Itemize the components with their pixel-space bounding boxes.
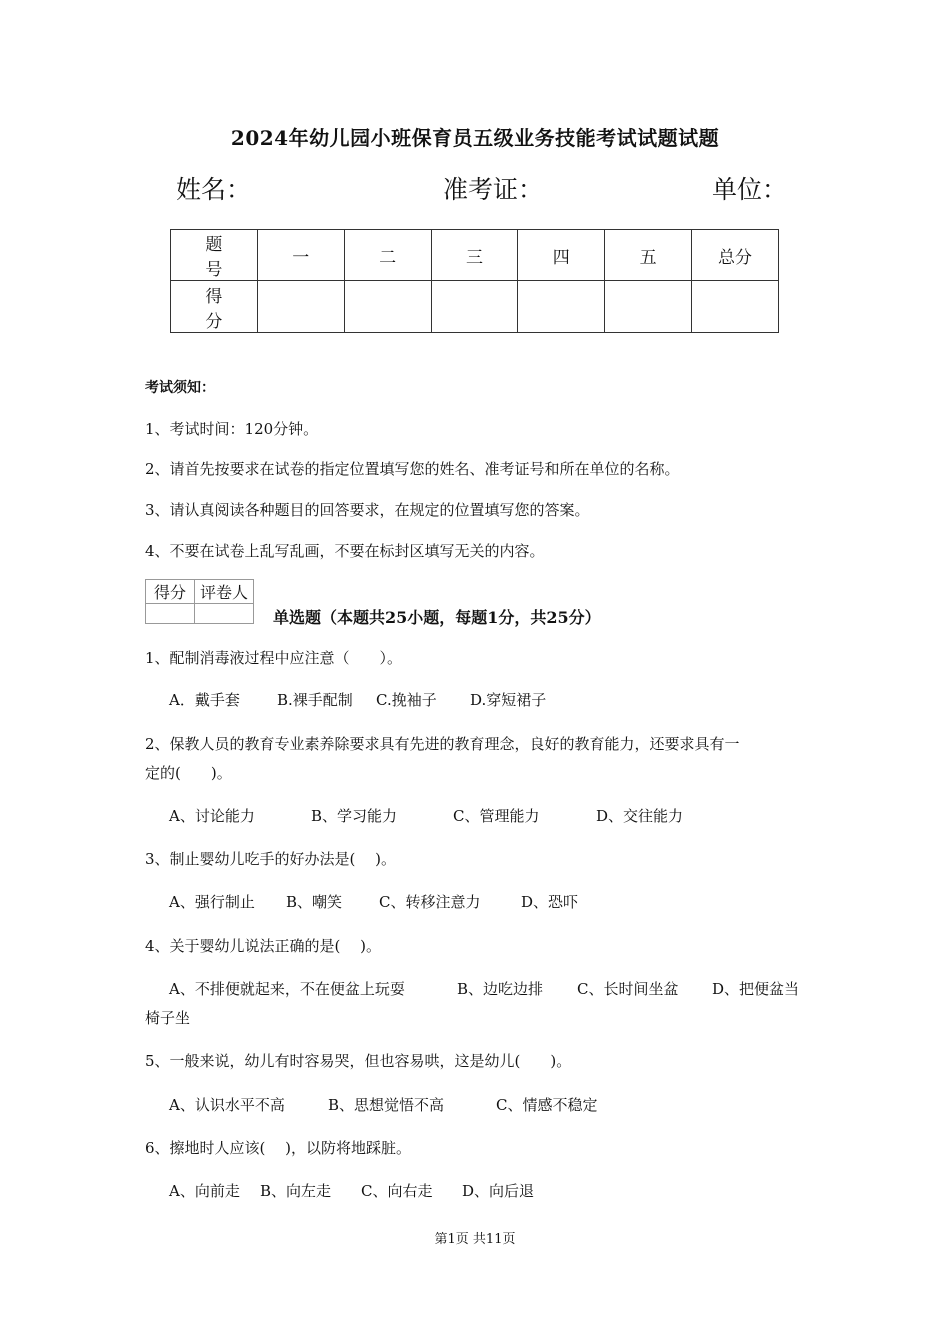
score-col-3: 三 (431, 230, 518, 281)
option: A．戴手套 (169, 691, 240, 709)
score-cell[interactable] (605, 281, 692, 333)
notice-item: 1、考试时间：120分钟。 (145, 420, 319, 438)
page-title: 2024年幼儿园小班保育员五级业务技能考试试题试题 (230, 126, 720, 150)
question-stem-continued: 定的( )。 (145, 764, 232, 782)
question-stem: 5、一般来说，幼儿有时容易哭，但也容易哄，这是幼儿( )。 (145, 1052, 572, 1070)
score-cell[interactable] (431, 281, 518, 333)
grader-input-row (146, 604, 254, 624)
score-cell-total[interactable] (692, 281, 779, 333)
score-cell[interactable] (257, 281, 344, 333)
question-stem: 3、制止婴幼儿吃手的好办法是( )。 (145, 850, 397, 868)
option: D、向后退 (462, 1182, 535, 1200)
score-table (170, 229, 779, 333)
option: B、向左走 (260, 1182, 332, 1200)
score-cell[interactable] (518, 281, 605, 333)
score-table-header-row (171, 230, 779, 281)
option: C.挽袖子 (376, 691, 437, 709)
score-col-1: 一 (257, 230, 344, 281)
option: B、思想觉悟不高 (328, 1096, 445, 1114)
option: D、交往能力 (596, 807, 684, 825)
score-header: 得 分 (171, 281, 258, 333)
notice-item: 4、不要在试卷上乱写乱画，不要在标封区填写无关的内容。 (145, 542, 545, 560)
score-table-score-row (171, 281, 779, 333)
unit-label: 单位： (712, 175, 788, 204)
question-stem: 6、擦地时人应该( )，以防将地踩脏。 (145, 1139, 412, 1157)
question-stem: 1、配制消毒液过程中应注意（ ）。 (145, 649, 403, 667)
score-col-5: 五 (605, 230, 692, 281)
notice-item: 2、请首先按要求在试卷的指定位置填写您的姓名、准考证号和所在单位的名称。 (145, 460, 680, 478)
option: B、嘲笑 (286, 893, 343, 911)
notice-heading: 考试须知： (145, 380, 215, 396)
question-stem: 4、关于婴幼儿说法正确的是( )。 (145, 937, 382, 955)
score-col-2: 二 (344, 230, 431, 281)
question-number-header: 题 号 (171, 230, 258, 281)
option: D、恐吓 (521, 893, 579, 911)
option: D.穿短裙子 (470, 691, 547, 709)
grader-header-row (146, 580, 254, 604)
option: A、讨论能力 (169, 807, 255, 825)
question-stem: 2、保教人员的教育专业素养除要求具有先进的教育理念，良好的教育能力，还要求具有一 (145, 735, 740, 753)
score-col-4: 四 (518, 230, 605, 281)
option: C、向右走 (361, 1182, 433, 1200)
section-title: 单选题（本题共25小题，每题1分，共25分） (273, 608, 601, 627)
notice-item: 3、请认真阅读各种题目的回答要求，在规定的位置填写您的答案。 (145, 501, 590, 519)
option-continued: 椅子坐 (145, 1009, 191, 1027)
option: A、强行制止 (169, 893, 255, 911)
score-cell[interactable] (344, 281, 431, 333)
grader-score-label: 得分 (146, 580, 195, 604)
score-col-total: 总分 (692, 230, 779, 281)
option: A、不排便就起来，不在便盆上玩耍 (169, 980, 405, 998)
option: D、把便盆当 (712, 980, 800, 998)
option: C、长时间坐盆 (577, 980, 679, 998)
option: B、边吃边排 (457, 980, 544, 998)
option: B、学习能力 (311, 807, 398, 825)
option: A、认识水平不高 (169, 1096, 285, 1114)
exam-id-label: 准考证： (443, 175, 544, 204)
name-label: 姓名： (176, 175, 252, 204)
option: C、情感不稳定 (496, 1096, 598, 1114)
grader-reviewer-cell[interactable] (195, 604, 254, 624)
page-footer: 第1页 共11页 (434, 1232, 516, 1247)
option: C、管理能力 (453, 807, 540, 825)
option: B.裸手配制 (277, 691, 353, 709)
option: A、向前走 (169, 1182, 240, 1200)
grader-reviewer-label: 评卷人 (195, 580, 254, 604)
grader-score-cell[interactable] (146, 604, 195, 624)
grader-box (145, 579, 254, 624)
option: C、转移注意力 (379, 893, 481, 911)
